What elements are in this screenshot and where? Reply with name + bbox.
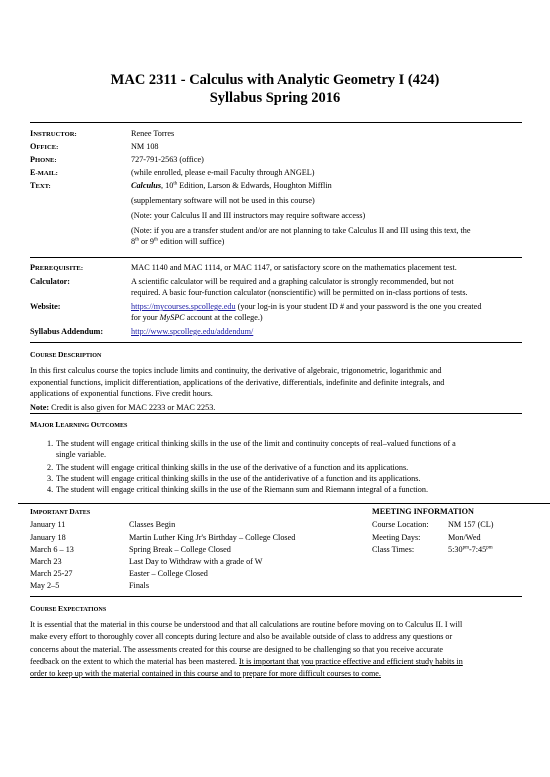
divider: [30, 122, 522, 123]
email-label: E-MAIL:: [30, 168, 58, 177]
text-label: TEXT:: [30, 181, 51, 190]
phone-label: PHONE:: [30, 155, 57, 164]
important-dates-heading: IMPORTANT DATES: [30, 507, 91, 516]
meeting-days-label: Meeting Days:: [372, 533, 421, 542]
course-expectations-text: It is essential that the material in this course be understood and that all calculations are routine before moving on to Calculus II. I will make every effort to thoroughly cover all concepts during lecture and also be available outside of class to address any questions or concerns about the material. The assessments created for this course are designed to be challenging so that you receive accurate feedback on the extent to which the material has been mastered. It is important that you practice effective and efficient study habits in order to keep up with the material contained in this course and to prepare for more difficult courses to come.: [30, 620, 463, 679]
prerequisite-label: PREREQUISITE:: [30, 263, 84, 272]
office-label: OFFICE:: [30, 142, 59, 151]
meeting-days-value: Mon/Wed: [448, 533, 481, 542]
credit-note: Note: Credit is also given for MAC 2233 or MAC 2253.: [30, 403, 216, 412]
table-row: March 23: [30, 557, 62, 566]
divider: [30, 596, 522, 597]
syllabus-term: Syllabus Spring 2016: [209, 90, 341, 106]
course-location-value: NM 157 (CL): [448, 520, 494, 529]
learning-outcomes-heading: MAJOR LEARNING OUTCOMES: [30, 420, 128, 429]
divider: [30, 342, 522, 343]
table-row: March 25-27: [30, 569, 73, 578]
calculator-line-2: required. A basic four-function calculator (nonscientific) will be permitted on in-class portions of tests.: [131, 288, 468, 297]
divider: [18, 503, 550, 504]
table-cell: Easter – College Closed: [129, 569, 208, 578]
email-value: (while enrolled, please e-mail Faculty through ANGEL): [131, 168, 315, 177]
course-description-heading: COURSE DESCRIPTION: [30, 350, 102, 359]
calculator-label: Calculator:: [30, 277, 71, 286]
instructor-label: INSTRUCTOR:: [30, 129, 77, 138]
addendum-link[interactable]: http://www.spcollege.edu/addendum/: [131, 327, 254, 336]
website-link[interactable]: https://mycourses.spcollege.edu: [131, 302, 236, 311]
list-item: 4. The student will engage critical thinking skills in the use of the Riemann sum and Riemann integral of a function.: [47, 485, 428, 494]
calculator-line-1: A scientific calculator will be required and a graphing calculator is strongly recommended, but not: [131, 277, 454, 286]
phone-value: 727-791-2563 (office): [131, 155, 204, 164]
table-row: March 6 – 13: [30, 545, 74, 554]
table-row: May 2–5: [30, 581, 60, 590]
table-cell: Last Day to Withdraw with a grade of W: [129, 557, 263, 566]
textbook-value: Calculus, 10th Edition, Larson & Edwards, Houghton Mifflin: [131, 181, 332, 190]
list-item: 2. The student will engage critical thinking skills in the use of the derivative of a function and its applications.: [47, 463, 409, 472]
prerequisite-value: MAC 1140 and MAC 1114, or MAC 1147, or satisfactory score on the mathematics placement test.: [131, 263, 457, 272]
table-row: January 11: [30, 520, 66, 529]
table-cell: Martin Luther King Jr's Birthday – College Closed: [129, 533, 296, 542]
office-value: NM 108: [131, 142, 159, 151]
addendum-label: Syllabus Addendum:: [30, 327, 104, 336]
table-cell: Finals: [129, 581, 150, 590]
website-label: Website:: [30, 302, 61, 311]
class-times-label: Class Times:: [372, 545, 415, 554]
divider: [30, 257, 522, 258]
instructor-name: Renee Torres: [131, 129, 175, 138]
list-item: 3. The student will engage critical thinking skills in the use of the antiderivative of a function and its applications.: [47, 474, 421, 483]
course-expectations-heading: COURSE EXPECTATIONS: [30, 604, 107, 613]
course-location-label: Course Location:: [372, 520, 429, 529]
class-times-value: $5:30^{pm}-7:45^{pm}$: [448, 545, 493, 554]
divider: [30, 413, 522, 414]
course-description-text: In this first calculus course the topics include limits and continuity, the derivative of algebraic, trigonometric, logarithmic and exponential functions, implicit differentiation, applications of the derivative, differentials, indefinite and definite integrals, and applications of exponential functions. Five credit hours.: [30, 366, 445, 398]
table-row: January 18: [30, 533, 66, 542]
table-cell: Classes Begin: [129, 520, 176, 529]
syllabus-page: MAC 2311 - Calculus with Analytic Geometry I (424) Syllabus Spring 2016 INSTRUCTOR: Renee Torres OFFICE: NM 108 PHONE: 727-791-2563 (office) E-MAIL: (while enrolled, please e-mail Faculty through ANGEL) TEXT: Calculus, 10th Edition, Larson & Edwards, Houghton Mifflin (supplementary software will not be used in this course) (Note: your Calculus II and III instructors may require software access) (Note: if you are a transfer student and/or are not planning to take Calculus II and III using this text, the 8th or 9th edition will suffice) PREREQUISITE: MAC 1140 and MAC 1114, or MAC 1147, or satisfactory score on the mathematics placement test. Calculator: A scientific calculator will be required and a graphing calculator is strongly recommended, but not required. A basic four-function calculator (nonscientific) will be permitted on in-class portions of tests. Website: https://mycourses.spcollege.edu (your log-in is your student ID # and your password is the one you created for your MySPC account at the college.) Syllabus Addendum: http://www.spcollege.edu/addendum/ COURSE DESCRIPTION In this first calculus course the topics include limits and continuity, the derivative of algebraic, trigonometric, logarithmic and exponential functions, implicit differentiation, applications of the derivative, differentials, indefinite and definite integrals, and applications of exponential functions. Five credit hours. Note: Credit is also given for MAC 2233 or MAC 2253. MAJOR LEARNING OUTCOMES 1. The student will engage critical thinking skills in the use of the limit and continuity concepts of real–valued functions of a single variable. 2. The student will engage critical thinking skills in the use of the derivative of a function and its applications. 3. The student will engage critical thinking skills in the use of the antiderivative of a function and its applications. 4. The student will engage critical thinking skills in the use of the Riemann sum and Riemann integral of a function. IMPORTANT DATES January 11 Classes Begin January 18 Martin Luther King Jr's Birthday – College Closed March 6 – 13 Spring Break – College Closed March 23 Last Day to Withdraw with a grade of W March 25-27 Easter – College Closed May 2–5 Finals MEETING INFORMATION Course Location: NM 157 (CL) Meeting Days: Mon/Wed Class Times: $5:30^{pm}-7:45^{pm}$ COURSE EXPECTATIONS It is essential that the material in this course be understood and that all calculations are routine before moving on to Calculus II. I will make every effort to thoroughly cover all concepts during lecture and also be available outside of class to address any questions or concerns about the material. The assessments created for this course are designed to be challenging so that you receive accurate feedback on the extent to which the material has been mastered. It is important that you practice effective and efficient study habits in order to keep up with the material contained in this course and to prepare for more difficult courses to come.: [0, 0, 550, 777]
meeting-info-heading: MEETING INFORMATION: [372, 507, 474, 516]
course-title: MAC 2311 - Calculus with Analytic Geometry I (424): [110, 72, 440, 88]
table-cell: Spring Break – College Closed: [129, 545, 231, 554]
list-item: 1. The student will engage critical thinking skills in the use of the limit and continuity concepts of real–valued functions of a single variable.: [47, 439, 456, 459]
